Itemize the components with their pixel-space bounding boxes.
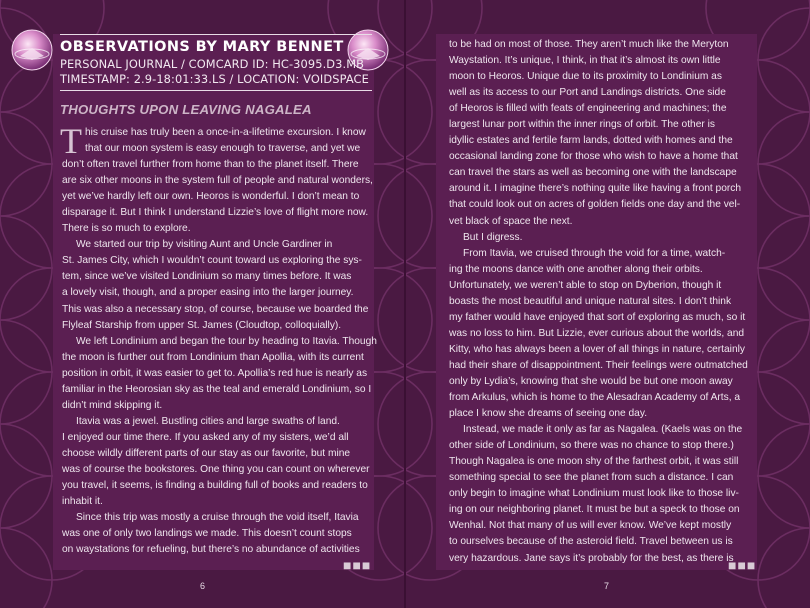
body-text-line bbox=[449, 278, 767, 294]
body-text-line bbox=[62, 253, 372, 269]
left-body-text bbox=[60, 121, 377, 558]
body-text-line-text: well as its access to our Port and Landings districts. One side bbox=[449, 87, 726, 99]
body-text-line-text: Flyleaf Starship from upper St. James (Cloudtop, colloquially). bbox=[62, 319, 342, 331]
body-text-line-text: to ourselves because of the asteroid field. Travel between us is bbox=[449, 536, 733, 548]
body-text-line-text: But I digress. bbox=[463, 231, 523, 243]
body-text-line bbox=[449, 294, 767, 310]
body-text-line-text: only begin to imagine what Londinium must look like to those liv- bbox=[449, 488, 739, 500]
body-text-line-text: ing on our neighboring planet. It must be but a speck to those on bbox=[449, 504, 740, 516]
body-text-line-text: occasional landing zone for those who wish to have a home that bbox=[449, 151, 738, 163]
body-text-line-text: From Itavia, we cruised through the void for a time, watch- bbox=[463, 247, 726, 259]
body-text-line bbox=[449, 85, 767, 101]
journal-header bbox=[60, 34, 372, 91]
body-text-line bbox=[62, 141, 372, 157]
body-text-line bbox=[449, 117, 767, 133]
continuation-mark: ■■■ bbox=[343, 557, 372, 573]
body-text-line bbox=[449, 165, 767, 181]
body-text-line-text: only by Lydia’s, knowing that she would be but one moon away bbox=[449, 375, 733, 387]
body-text-line bbox=[62, 157, 372, 173]
body-text-line bbox=[449, 502, 767, 518]
body-text-line-text: vet black of space the next. bbox=[449, 215, 573, 227]
body-text-line-text: largest lunar port within the inner rings of orbit. The other is bbox=[449, 119, 715, 131]
body-text-line bbox=[449, 326, 767, 342]
body-text-line bbox=[62, 462, 372, 478]
planet-orb-icon bbox=[10, 28, 54, 72]
body-text-line bbox=[449, 534, 767, 550]
right-body-text bbox=[449, 37, 767, 567]
body-text-line-text: We started our trip by visiting Aunt and Uncle Gardiner in bbox=[76, 239, 333, 251]
body-text-line-text: idyllic estates and fertile farm lands, dotted with homes and the bbox=[449, 135, 733, 147]
body-text-line bbox=[62, 446, 372, 462]
body-text-line bbox=[62, 173, 372, 189]
body-text-line-text: from Arkulus, which is home to the Alesadran Academy of Arts, a bbox=[449, 392, 741, 404]
body-text-line bbox=[62, 189, 372, 205]
header-top-rule bbox=[60, 34, 372, 35]
body-text-line bbox=[449, 69, 767, 85]
body-text-line-text: Though Nagalea is one moon shy of the farthest orbit, it was still bbox=[449, 456, 739, 468]
body-text-line bbox=[449, 390, 767, 406]
body-text-line-text: boasts the most beautiful and unique natural sites. I don’t think bbox=[449, 295, 732, 307]
body-text-line bbox=[449, 342, 767, 358]
body-text-line-text: There is so much to explore. bbox=[62, 223, 191, 235]
body-text-line-text: his cruise has truly been a once-in-a-lifetime excursion. I know bbox=[85, 127, 366, 138]
body-text-line-text: Kitty, who has always been a lover of all things in nature, certainly bbox=[449, 343, 745, 355]
journal-title: OBSERVATIONS BY MARY BENNET bbox=[60, 39, 344, 55]
body-text-line-text: place I know she dreams of seeing one day. bbox=[449, 408, 648, 420]
continuation-mark: ■■■ bbox=[728, 557, 757, 573]
body-text-line-text: Itavia was a jewel. Bustling cities and large swaths of land. bbox=[76, 415, 340, 427]
body-text-line-text: didn’t mind skipping it. bbox=[62, 399, 163, 411]
section-title: THOUGHTS UPON LEAVING NAGALEA bbox=[60, 102, 312, 117]
body-text-line-text: yet we’ve hardly left our own. Heoros is wonderful. I don’t mean to bbox=[62, 191, 360, 203]
body-text-line bbox=[62, 221, 372, 237]
body-text-line-text: had their share of disappointment. Their feelings were outmatched bbox=[449, 359, 748, 371]
body-text-line-text: St. James City, which I wouldn’t count toward us exploring the sys- bbox=[62, 255, 362, 267]
body-text-line bbox=[449, 374, 767, 390]
body-text-line-text: ing the moons dance with one another along their orbits. bbox=[449, 263, 703, 275]
body-text-line bbox=[449, 438, 767, 454]
body-text-line bbox=[62, 318, 372, 334]
body-text-line-text: you travel, it seems, is finding a building full of books and readers to bbox=[62, 480, 368, 492]
body-text-line bbox=[62, 494, 372, 510]
body-text-line-text: position in orbit, it was easier to get to. Apollia’s red hue is nearly as bbox=[62, 367, 368, 379]
journal-id-line: PERSONAL JOURNAL / COMCARD ID: HC-3095.D3.MB bbox=[60, 57, 365, 71]
body-text-line bbox=[62, 526, 372, 542]
timestamp-line: TIMESTAMP: 2.9-18:01:33.LS / LOCATION: VOIDSPACE bbox=[60, 72, 369, 86]
body-text-line bbox=[62, 478, 372, 494]
body-text-line-text: the moon is further out from Londinium than Apollia, with its current bbox=[62, 351, 364, 363]
body-text-line-text: of Heoros is filled with feats of engineering and machines; the bbox=[449, 103, 727, 115]
body-text-line bbox=[449, 214, 767, 230]
body-text-line bbox=[62, 205, 372, 221]
body-text-line-text: to be had on most of those. They aren’t much like the Meryton bbox=[449, 39, 729, 50]
body-text-line-text: on waystations for refueling, but there’s no abundance of activities bbox=[62, 544, 360, 556]
body-text-line bbox=[62, 510, 372, 526]
body-text-line bbox=[449, 53, 767, 69]
body-text-line-text: can travel the stars as well as becoming one with the landscape bbox=[449, 167, 737, 179]
body-text-line-text: that our moon system is easy enough to traverse, and yet we bbox=[85, 143, 361, 155]
body-text-line-text: tem, since we’ve visited Londinium so many times before. It was bbox=[62, 271, 352, 283]
body-text-line bbox=[449, 358, 767, 374]
body-text-line bbox=[449, 310, 767, 326]
body-text-line bbox=[449, 101, 767, 117]
body-text-line bbox=[62, 430, 372, 446]
body-text-line-text: disparage it. But I think I understand Lizzie’s love of flight more now. bbox=[62, 207, 369, 219]
body-text-line bbox=[449, 230, 767, 246]
body-text-line-text: don’t often travel further from home than to the planet itself. There bbox=[62, 159, 359, 171]
body-text-line-text: was one of only two landings we made. This doesn’t count stops bbox=[62, 528, 352, 540]
body-text-line bbox=[62, 350, 372, 366]
page-number: 7 bbox=[604, 581, 610, 591]
body-text-line bbox=[449, 246, 767, 262]
page-number: 6 bbox=[200, 581, 206, 591]
body-text-line bbox=[62, 398, 372, 414]
body-text-line bbox=[449, 406, 767, 422]
body-text-line-text: other side of Londinium, so there was no chance to stop there.) bbox=[449, 440, 734, 452]
body-text-line-text: my father would have enjoyed that sort of exploring as much, so it bbox=[449, 311, 746, 323]
body-text-line bbox=[62, 414, 372, 430]
body-text-line-text: choose wildly different parts of our stay as our favorite, but mine bbox=[62, 447, 351, 459]
body-text-line bbox=[449, 422, 767, 438]
body-text-line bbox=[62, 285, 372, 301]
body-text-line bbox=[449, 181, 767, 197]
body-text-line-text: something special to see the planet from such a distance. I can bbox=[449, 472, 734, 484]
body-text-line bbox=[62, 542, 372, 558]
body-text-line-text: We left Londinium and began the tour by heading to Itavia. Though bbox=[76, 335, 377, 347]
body-text-line-text: are six other moons in the system full of people and natural wonders, bbox=[62, 175, 373, 187]
body-text-line bbox=[62, 302, 372, 318]
body-text-line bbox=[449, 133, 767, 149]
body-text-line-text: inhabit it. bbox=[62, 496, 103, 508]
body-text-line bbox=[449, 470, 767, 486]
body-text-line-text: Waystation. It’s unique, I think, in that it’s almost its own little bbox=[449, 55, 721, 67]
body-text-line bbox=[62, 334, 377, 350]
body-text-line bbox=[62, 366, 372, 382]
body-text-line bbox=[449, 37, 767, 53]
body-text-line-text: was of course the bookstores. One thing you can count on wherever bbox=[62, 463, 370, 475]
body-text-line bbox=[449, 454, 767, 470]
body-text-line-text: Unfortunately, we weren’t able to stop on Dyberion, though it bbox=[449, 279, 722, 291]
body-text-line bbox=[62, 382, 372, 398]
body-text-line bbox=[62, 237, 372, 253]
body-text-line bbox=[449, 262, 767, 278]
body-text-line-text: Since this trip was mostly a cruise through the void itself, Itavia bbox=[76, 512, 359, 524]
body-text-line-text: around it. I imagine there’s nothing quite like having a front porch bbox=[449, 183, 742, 195]
body-text-line-text: Instead, we made it only as far as Nagalea. (Kaels was on the bbox=[463, 424, 743, 436]
body-text-line-text: I enjoyed our time there. If you asked any of my sisters, we’d all bbox=[62, 431, 349, 443]
body-text-line-text: very hazardous. Jane says it’s probably for the best, as there is bbox=[449, 552, 734, 564]
body-text-line-text: was no loss to him. But Lizzie, ever curious about the worlds, and bbox=[449, 327, 745, 339]
body-text-line bbox=[449, 197, 767, 213]
body-text-line bbox=[449, 149, 767, 165]
header-bottom-rule bbox=[60, 90, 372, 91]
body-text-line-text: Wenhal. Not that many of us will ever know. We’ve kept mostly bbox=[449, 520, 732, 532]
body-text-line bbox=[449, 518, 767, 534]
body-text-line bbox=[449, 551, 767, 567]
body-text-line-text: This was also a necessary stop, of course, because we boarded the bbox=[62, 303, 369, 315]
body-text-line bbox=[62, 269, 372, 285]
body-text-line-text: a lovely visit, though, and a proper easing into the larger journey. bbox=[62, 287, 354, 299]
drop-cap: T bbox=[60, 121, 82, 161]
body-text-line-text: familiar in the Heorosian sky as the teal and emerald Londinium, so I bbox=[62, 383, 372, 395]
body-text-line-text: that could look out on acres of golden fields one day and the vel- bbox=[449, 199, 741, 211]
body-text-line-text: moon to Heoros. Unique due to its proximity to Londinium as bbox=[449, 71, 722, 83]
body-text-line bbox=[449, 486, 767, 502]
